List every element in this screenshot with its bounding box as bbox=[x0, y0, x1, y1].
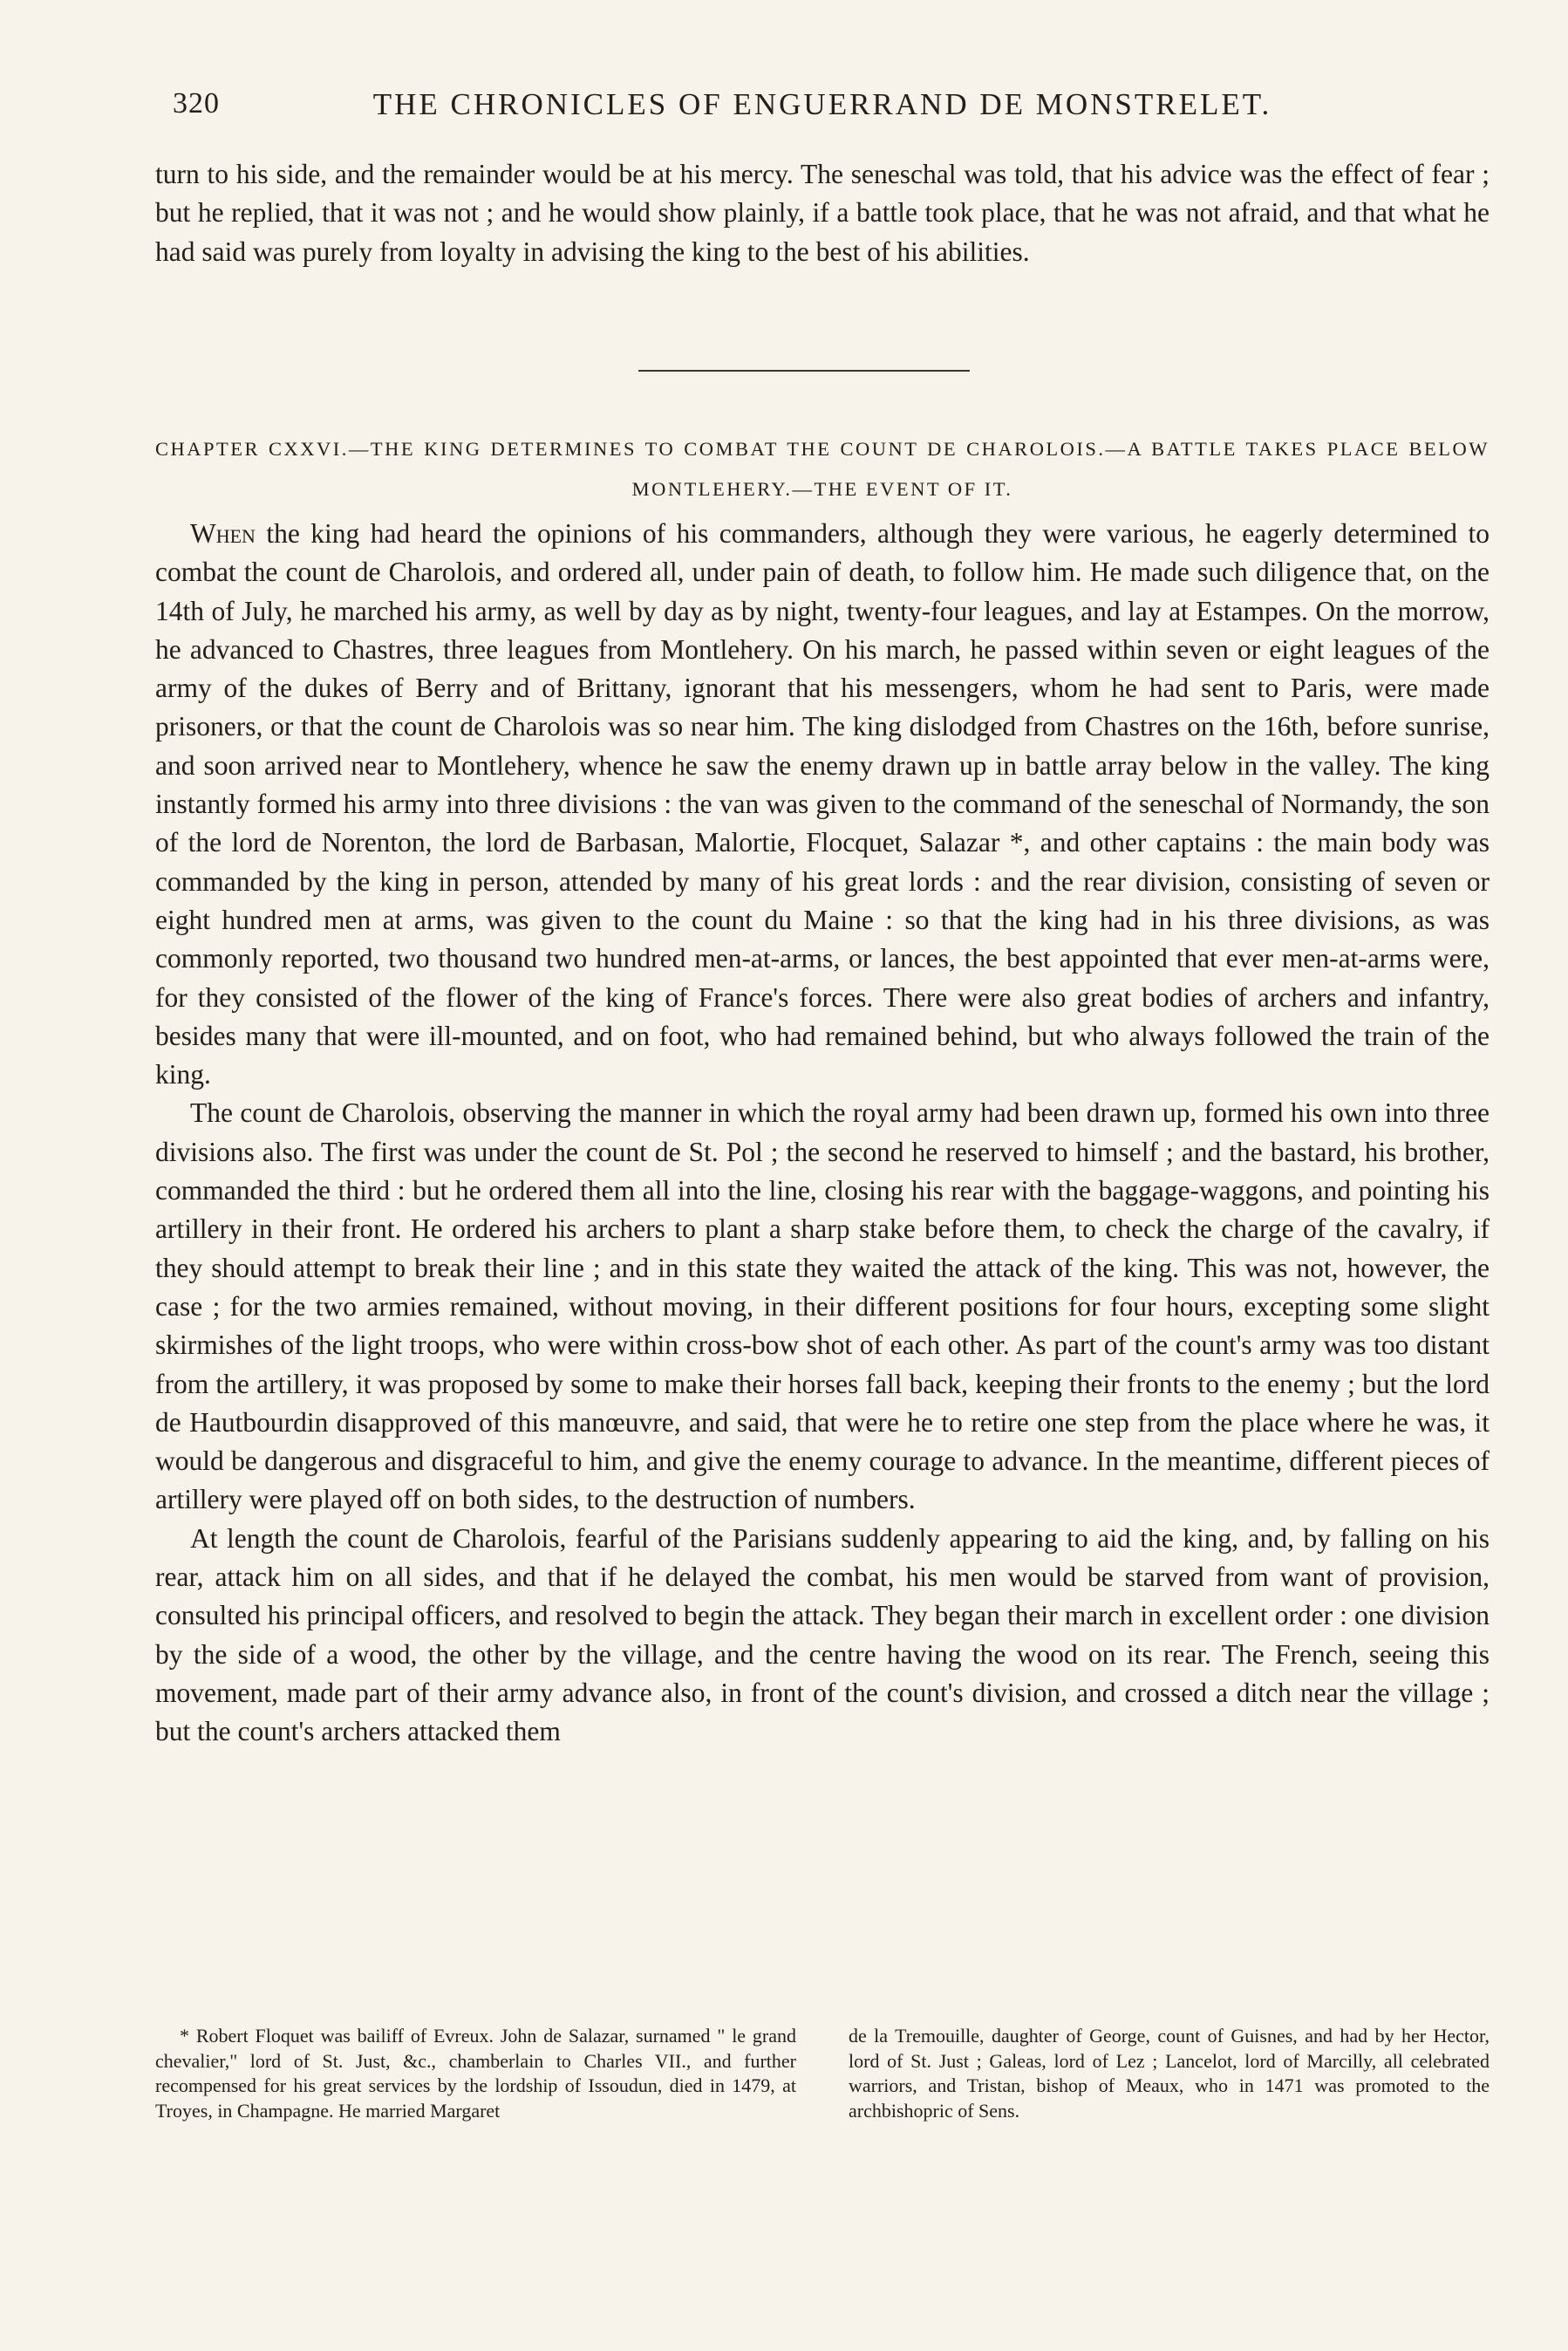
running-head: THE CHRONICLES OF ENGUERRAND DE MONSTRELET. bbox=[372, 87, 1272, 121]
chapter-heading: CHAPTER CXXVI.—THE KING DETERMINES TO COMBAT THE COUNT DE CHAROLOIS.—A BATTLE TAKES PLACE BELOW MONTLEHERY.—THE EVENT OF IT. bbox=[155, 438, 1490, 500]
footnote-text: * Robert Floquet was bailiff of Evreux. John de Salazar, surnamed " le grand chevalier," lord of St. Just, &c., chamberlain to Charles VII., and further recompensed for his great services by the lordship of Issoudun, died in 1479, at Troyes, in Champagne. He married Margaret bbox=[155, 2025, 796, 2122]
footnote-column-left bbox=[155, 2024, 796, 2123]
intro-paragraph: turn to his side, and the remainder would be at his mercy. The seneschal was told, that his advice was the effect of fear ; but he replied, that it was not ; and he would show plainly, if a battle took place, that he was not afraid, and that what he had said was purely from loyalty in advising the king to the best of his abilities. bbox=[155, 159, 1490, 267]
footnotes bbox=[155, 2024, 1490, 2123]
footnote-text: de la Tremouille, daughter of George, count of Guisnes, and had by her Hector, lord of St. Just ; Galeas, lord of Lez ; Lancelot, lord of Marcilly, all celebrated warriors, and Tristan, bishop of Meaux, who in 1471 was promoted to the archbishopric of Sens. bbox=[849, 2025, 1490, 2122]
page-header bbox=[155, 87, 1490, 131]
paragraph-text: the king had heard the opinions of his commanders, although they were various, he eagerly determined to combat the count de Charolois, and ordered all, under pain of death, to follow him. He made such diligence that, on the 14th of July, he marched his army, as well by day as by night, twenty-four leagues, and lay at Estampes. On the morrow, he advanced to Chastres, three leagues from Montlehery. On his march, he passed within seven or eight leagues of the army of the dukes of Berry and of Brittany, ignorant that his messengers, whom he had sent to Paris, were made prisoners, or that the count de Charolois was so near him. The king dislodged from Chastres on the 16th, before sunrise, and soon arrived near to Montlehery, whence he saw the enemy drawn up in battle array below in the valley. The king instantly formed his army into three divisions : the van was given to the command of the seneschal of Normandy, the son of the lord de Norenton, the lord de Barbasan, Malortie, Flocquet, Salazar *, and other captains : the main body was commanded by the king in person, attended by many of his great lords : and the rear division, consisting of seven or eight hundred men at arms, was given to the count du Maine : so that the king had in his three divisions, as was commonly reported, two thousand two hundred men-at-arms, or lances, the best appointed that ever men-at-arms were, for they consisted of the flower of the king of France's forces. There were also great bodies of archers and infantry, besides many that were ill-mounted, and on foot, who had remained behind, but who always followed the train of the king. bbox=[155, 518, 1490, 1090]
paragraph: The count de Charolois, observing the manner in which the royal army had been drawn up, formed his own into three divisions also. The first was under the count de St. Pol ; the second he reserved to himself ; and the bastard, his brother, commanded the third : but he ordered them all into the line, closing his rear with the baggage-waggons, and pointing his artillery in their front. He ordered his archers to plant a sharp stake before them, to check the charge of the cavalry, if they should attempt to break their line ; and in this state they waited the attack of the king. This was not, however, the case ; for the two armies remained, without moving, in their different positions for four hours, excepting some slight skirmishes of the light troops, who were within cross-bow shot of each other. As part of the count's army was too distant from the artillery, it was proposed by some to make their horses fall back, keeping their fronts to the enemy ; but the lord de Hautbourdin disapproved of this manœuvre, and said, that were he to retire one step from the place where he was, it would be dangerous and disgraceful to him, and give the enemy courage to advance. In the meantime, different pieces of artillery were played off on both sides, to the destruction of numbers. bbox=[155, 1097, 1490, 1515]
book-page bbox=[155, 0, 1490, 2351]
footnote-column-right bbox=[849, 2024, 1490, 2123]
section-divider bbox=[638, 370, 970, 372]
intro-paragraph-block bbox=[155, 155, 1490, 271]
paragraph: At length the count de Charolois, fearful of the Parisians suddenly appearing to aid the king, and, by falling on his rear, attack him on all sides, and that if he delayed the combat, his men would be starved from want of provision, consulted his principal officers, and resolved to begin the attack. They began their march in excellent order : one division by the side of a wood, the other by the village, and the centre having the wood on its rear. The French, seeing this movement, made part of their army advance also, in front of the count's division, and crossed a ditch near the village ; but the count's archers attacked them bbox=[155, 1522, 1490, 1747]
page-number: 320 bbox=[173, 87, 220, 120]
paragraph bbox=[155, 515, 1490, 1094]
drop-initial-word: When bbox=[190, 518, 256, 549]
chapter-body bbox=[155, 515, 1490, 1752]
